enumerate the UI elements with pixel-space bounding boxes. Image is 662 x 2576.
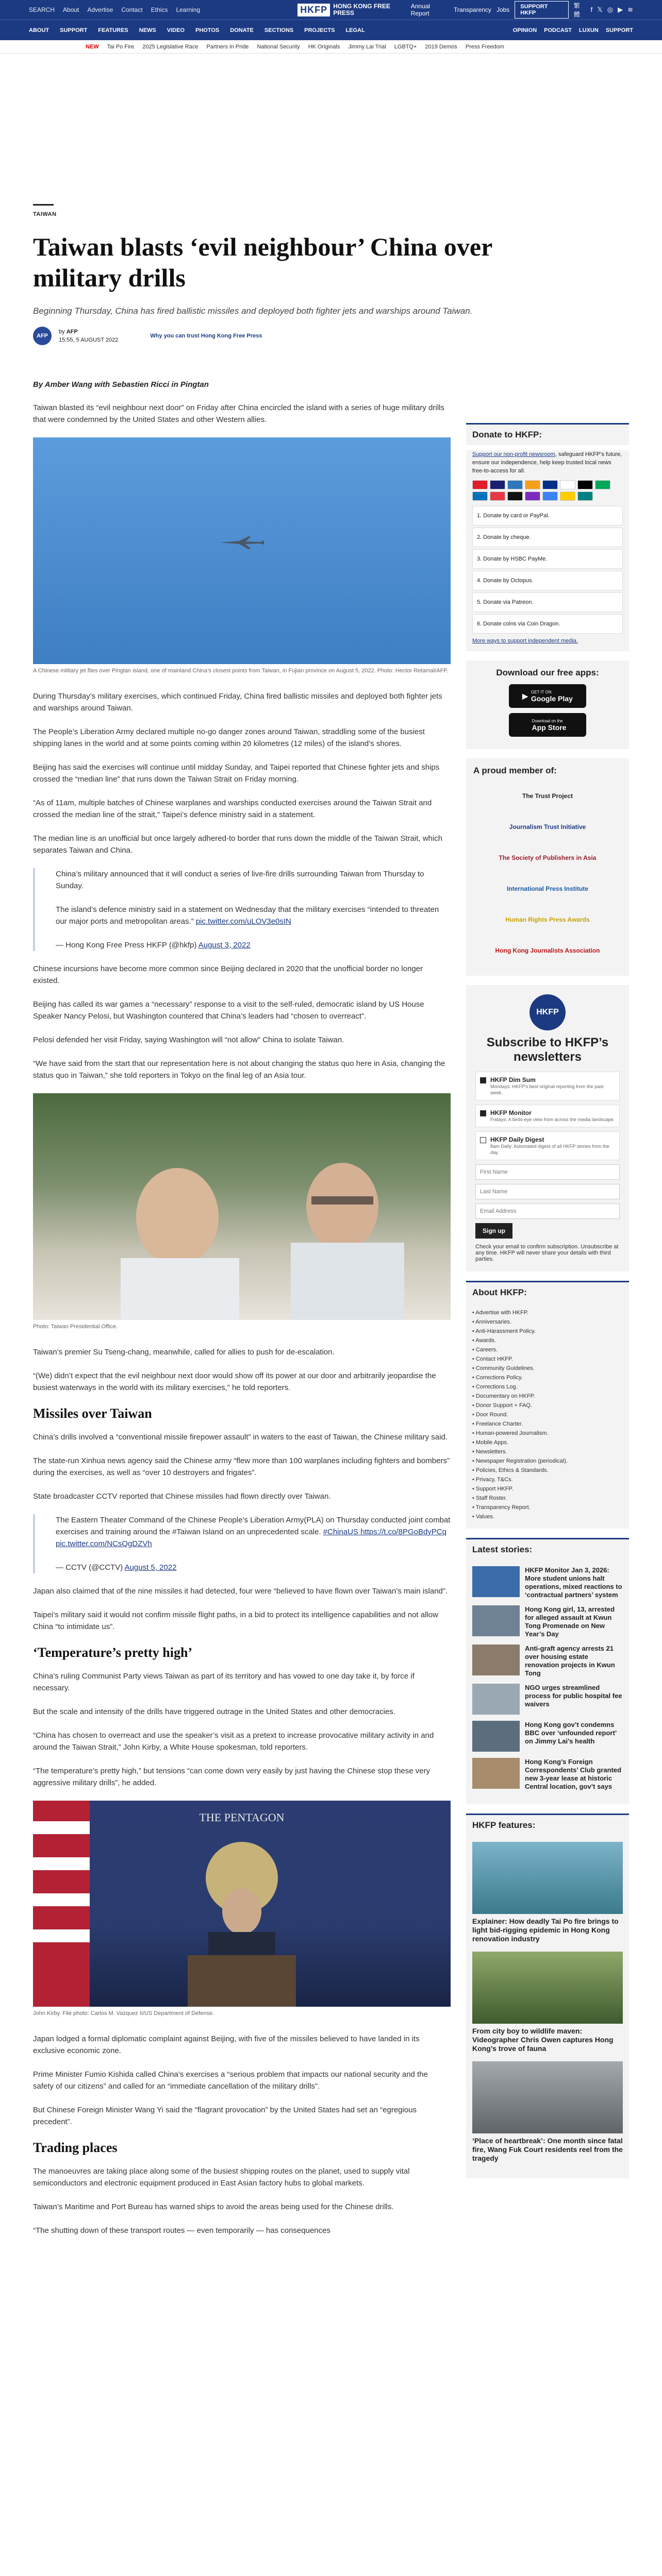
about-link[interactable]: • Contact HKFP. — [472, 1356, 513, 1362]
youtube-icon[interactable]: ▶ — [618, 6, 623, 13]
newsletter-title: Subscribe to HKFP’s newsletters — [486, 1036, 609, 1064]
nav-podcast[interactable]: PODCAST — [544, 27, 572, 33]
feature-item[interactable] — [472, 1952, 623, 2053]
about-link[interactable]: • Human-powered Journalism. — [472, 1430, 549, 1436]
feature-item[interactable] — [472, 2061, 623, 2163]
about-link[interactable]: • Policies, Ethics & Standards. — [472, 1467, 549, 1473]
about-link[interactable]: • Door Round. — [472, 1412, 508, 1418]
paragraph: State broadcaster CCTV reported that Chinese missiles had flown directly over Taiwan. — [33, 1492, 331, 1501]
features-widget — [466, 1814, 629, 2178]
about-title: About HKFP: — [466, 1281, 629, 1303]
jet-silhouette — [219, 535, 265, 550]
embedded-tweet — [33, 1514, 451, 1573]
paragraph: “The shutting down of these transport routes — even temporarily — has consequences — [33, 2226, 330, 2235]
payment-card-icon — [542, 480, 558, 489]
nav-opinion[interactable]: OPINION — [512, 27, 537, 33]
story-thumbnail[interactable] — [472, 1684, 520, 1715]
member-logo[interactable]: The Society of Publishers in Asia — [499, 854, 597, 861]
features-title: HKFP features: — [466, 1814, 629, 1836]
newsletter-desc: Mondays: HKFP's best original reporting from the past week. — [490, 1084, 604, 1095]
rss-icon[interactable]: ≋ — [627, 6, 633, 13]
apps-widget — [466, 660, 629, 749]
paragraph: But the scale and intensity of the drills have triggered outrage in the United States and other democracies. — [33, 1707, 395, 1716]
support-hkfp-button[interactable]: SUPPORT HKFP — [515, 1, 568, 19]
trending-item[interactable]: Press Freedom — [465, 43, 504, 50]
paragraph: “(We) didn’t expect that the evil neighbour next door would show off its power at our door and arbitrarily jeopardise the busiest waterways in the world with its military exercises,” he told reporters. — [33, 1371, 436, 1392]
story-item[interactable] — [472, 1721, 623, 1752]
trending-item[interactable]: LGBTQ+ — [394, 43, 417, 50]
donate-link[interactable]: Support our non-profit newsroom — [472, 451, 555, 457]
play-icon: ▶ — [522, 691, 528, 700]
newsletter-widget — [466, 985, 629, 1272]
main-nav — [0, 20, 662, 40]
about-list — [472, 1308, 623, 1521]
photo-caption: Photo: Taiwan Presidential Office. — [33, 1324, 118, 1330]
story-title[interactable]: Anti-graft agency arrests 21 over housing estate renovation projects in Kwun Tong — [525, 1645, 615, 1677]
by-label: by — [59, 329, 65, 335]
newsletter-name: HKFP Dim Sum — [490, 1076, 536, 1083]
nav-news[interactable]: NEWS — [139, 27, 156, 33]
payment-card-icon — [560, 480, 575, 489]
membership-widget — [466, 758, 629, 976]
about-link[interactable]: • Transparency Report. — [472, 1504, 531, 1511]
nav-video[interactable]: VIDEO — [167, 27, 185, 33]
premier-photo — [33, 1093, 451, 1320]
paragraph: Taiwan’s Maritime and Port Bureau has warned ships to avoid the areas being used for the Chinese drills. — [33, 2202, 394, 2211]
tweet-attribution: — Hong Kong Free Press HKFP (@hkfp) — [56, 941, 197, 950]
payment-card-icon — [525, 480, 540, 489]
paragraph: Japan also claimed that of the nine missiles it had detected, four were “believed to have flown over Taiwan’s main island”. — [33, 1587, 448, 1596]
about-link[interactable]: • Support HKFP. — [472, 1486, 514, 1492]
instagram-icon[interactable]: ◎ — [607, 6, 614, 13]
nav-luxun[interactable]: LUXUN — [578, 27, 599, 33]
paragraph: “As of 11am, multiple batches of Chinese warplanes and warships conducted exercises around the Taiwan Strait and crossed the median line of the strait,” Taipei’s defence ministry said in a statement. — [33, 799, 432, 819]
story-thumbnail[interactable] — [472, 1645, 520, 1675]
logo-text: HONG KONG FREE PRESS — [333, 3, 390, 16]
story-thumbnail[interactable] — [472, 1605, 520, 1636]
donate-option[interactable]: 5. Donate via Patreon. — [472, 592, 623, 612]
donate-option[interactable]: 4. Donate by Octopus. — [472, 571, 623, 590]
trending-item[interactable]: HK Originals — [308, 43, 340, 50]
about-link[interactable]: • Corrections Log. — [472, 1384, 518, 1390]
ethics-link[interactable]: Ethics — [151, 6, 168, 13]
about-link[interactable]: • Values. — [472, 1514, 494, 1520]
latest-title: Latest stories: — [466, 1538, 629, 1560]
paragraph: Taiwan blasted its “evil neighbour next door” on Friday after China encircled the island with a series of huge military drills that were condemned by the United States and other Western allies. — [33, 403, 444, 424]
paragraph: “China has chosen to overreact and use the speaker’s visit as a pretext to increase provocative military activity in and around the Taiwan Strait,” John Kirby, a White House spokesman, told reporters. — [33, 1731, 434, 1752]
trending-item[interactable]: 2019 Demos — [425, 43, 457, 50]
story-item[interactable] — [472, 1645, 623, 1677]
newsletter-desc: Fridays: A birds-eye view from across the media landscape. — [490, 1117, 615, 1122]
newsletter-option[interactable] — [475, 1105, 620, 1127]
paragraph: The state-run Xinhua news agency said the Chinese army “flew more than 100 warplanes including fighters and bombers” during the exercises, as well as “over 10 destroyers and frigates”. — [33, 1456, 450, 1477]
nav-support-right[interactable]: SUPPORT — [605, 27, 633, 33]
language-toggle[interactable]: 繁體 — [573, 2, 580, 18]
apps-title: Download our free apps: — [496, 668, 599, 677]
site-logo[interactable] — [297, 3, 411, 16]
paragraph: The manoeuvres are taking place along some of the busiest shipping routes on the planet, used to supply vital semiconductors and electronic equipment produced in East Asian factory hubs to global markets. — [33, 2167, 410, 2188]
member-logo[interactable]: Hong Kong Journalists Association — [495, 947, 600, 954]
nav-support[interactable]: SUPPORT — [60, 27, 88, 33]
story-item[interactable] — [472, 1684, 623, 1715]
payment-card-icon — [490, 492, 505, 501]
story-title[interactable]: NGO urges streamlined process for public hospital fee waivers — [525, 1684, 622, 1708]
signup-button[interactable]: Sign up — [475, 1223, 512, 1239]
embedded-tweet — [33, 868, 451, 951]
pentagon-photo-scene — [33, 1801, 451, 2007]
paragraph: The median line is an unofficial but once largely adhered-to border that runs down the middle of the Taiwan Strait, which separates Taiwan and China. — [33, 834, 443, 855]
paragraph: Beijing has called its war games a “necessary” response to a visit to the self-ruled, democratic island by US House Speaker Nancy Pelosi, but Washington countered that China’s leaders had “chosen to overreact”. — [33, 1000, 424, 1021]
logo-box: HKFP — [297, 4, 330, 16]
contact-link[interactable]: Contact — [121, 6, 143, 13]
newsletter-option[interactable] — [475, 1072, 620, 1100]
about-link[interactable]: • Advertise with HKFP. — [472, 1310, 528, 1316]
story-title[interactable]: Hong Kong’s Foreign Correspondents’ Club granted new 3-year lease at historic Central location, gov’t says — [525, 1758, 622, 1790]
about-link[interactable]: • Corrections Policy. — [472, 1375, 523, 1381]
feature-photo[interactable] — [472, 2061, 623, 2133]
annual-report-link[interactable]: Annual Report — [410, 3, 431, 17]
payment-card-icon — [525, 492, 540, 501]
article-body — [33, 402, 451, 2248]
about-link[interactable]: • Anniversaries. — [472, 1319, 511, 1325]
email-input[interactable]: Email Address — [475, 1204, 620, 1219]
payment-card-icon — [507, 492, 523, 501]
story-thumbnail[interactable] — [472, 1566, 520, 1597]
about-link[interactable]: • Privacy, T&Cs. — [472, 1477, 513, 1483]
subheading: Missiles over Taiwan — [33, 1406, 152, 1421]
about-link[interactable]: About — [63, 6, 79, 13]
checkbox[interactable] — [480, 1110, 486, 1116]
paragraph: China’s drills involved a “conventional missile firepower assault” in waters to the east of Taiwan, the Chinese military said. — [33, 1433, 448, 1442]
subheading: Trading places — [33, 2140, 118, 2155]
donate-widget — [466, 423, 629, 651]
paragraph: The People’s Liberation Army declared multiple no-go danger zones around Taiwan, straddling some of the busiest shipping lanes in the world and at some points coming within 20 kilometres (12 miles) of the island’s shores. — [33, 727, 425, 748]
paragraph: Pelosi defended her visit Friday, saying Washington will “not allow” China to isolate Taiwan. — [33, 1036, 344, 1044]
section-label[interactable]: TAIWAN — [33, 211, 57, 217]
checkbox[interactable] — [480, 1137, 486, 1143]
nav-donate[interactable]: DONATE — [230, 27, 254, 33]
donate-option[interactable]: 1. Donate by card or PayPal. — [472, 506, 623, 526]
donate-option[interactable]: 6. Donate coins via Coin Dragon. — [472, 614, 623, 634]
photo-caption: A Chinese military jet flies over Pingtan island, one of mainland China’s closest points from Taiwan, in Fujian province on August 5, 2022. Photo: Hector Retamal/AFP. — [33, 668, 449, 674]
about-widget — [466, 1281, 629, 1529]
feature-title[interactable]: From city boy to wildlife maven: Videographer Chris Owen captures Hong Kong’s trove of fauna — [472, 2027, 614, 2053]
hkfp-badge: HKFP — [529, 994, 566, 1030]
donate-title: Donate to HKFP: — [466, 423, 629, 445]
tweet-attribution: — CCTV (@CCTV) — [56, 1563, 123, 1572]
tweet-link[interactable]: #ChinaUS https://t.co/8PGoBdyPCq pic.twitter.com/NCsQgDZVh — [56, 1528, 446, 1548]
newsletter-name: HKFP Monitor — [490, 1109, 532, 1116]
tweet-text: China’s military announced that it will conduct a series of live-fire drills surrounding Taiwan from Thursday to Sunday. — [56, 870, 424, 890]
about-link[interactable]: • Newspaper Registration (periodical). — [472, 1458, 568, 1464]
donate-option[interactable]: 2. Donate by cheque. — [472, 528, 623, 547]
article-title: Taiwan blasts ‘evil neighbour’ China over military drills — [33, 232, 492, 292]
nav-projects[interactable]: PROJECTS — [304, 27, 335, 33]
paragraph: Beijing has said the exercises will continue until midday Sunday, and Taipei reported that Chinese fighter jets and ships crossed the “median line” that runs down the Taiwan Strait on Friday morning. — [33, 763, 440, 784]
twitter-icon[interactable]: 𝕏 — [597, 6, 603, 13]
feature-item[interactable] — [472, 1842, 623, 1943]
jobs-link[interactable]: Jobs — [496, 6, 510, 13]
store-small-text: Download on the — [532, 718, 563, 723]
tweet-link[interactable]: pic.twitter.com/uLOV3e0sIN — [195, 917, 291, 926]
trending-item[interactable]: Tai Po Fire — [107, 43, 135, 50]
photo-caption: John Kirby. File photo: Carlos M. Vazquez II/US Department of Defense. — [33, 2010, 214, 2016]
jet-photo — [33, 437, 451, 664]
payment-card-icon — [542, 492, 558, 501]
tweet-date-link[interactable]: August 3, 2022 — [198, 941, 251, 950]
learning-link[interactable]: Learning — [176, 6, 201, 13]
article-authors: By Amber Wang with Sebastien Ricci in Pingtan — [33, 380, 209, 389]
pentagon-photo — [33, 1801, 451, 2007]
feature-title[interactable]: Explainer: How deadly Tai Po fire brings to light bid-rigging epidemic in Hong Kong renovation industry — [472, 1917, 619, 1943]
advertise-link[interactable]: Advertise — [87, 6, 113, 13]
payment-card-icon — [490, 480, 505, 489]
donate-option[interactable]: 3. Donate by HSBC PayMe. — [472, 549, 623, 569]
about-link[interactable]: • Documentary on HKFP. — [472, 1393, 535, 1399]
feature-photo[interactable] — [472, 1952, 623, 2024]
nav-sections[interactable]: SECTIONS — [264, 27, 294, 33]
paragraph: Prime Minister Fumio Kishida called China’s exercises a “serious problem that impacts our national security and the safety of our citizens” and called for an “immediate cancellation of the military drills”. — [33, 2070, 428, 2091]
about-link[interactable]: • Anti-Harassment Policy. — [472, 1328, 536, 1334]
paragraph: Taiwan’s premier Su Tseng-chang, meanwhile, called for allies to push for de-escalation. — [33, 1348, 335, 1357]
payment-card-icon — [507, 480, 523, 489]
story-thumbnail[interactable] — [472, 1721, 520, 1752]
story-item[interactable] — [472, 1758, 623, 1791]
more-ways-link[interactable]: More ways to support independent media. — [472, 638, 578, 644]
paragraph: But Chinese Foreign Minister Wang Yi said the “flagrant provocation” by the United States had set an “egregious precedent”. — [33, 2106, 417, 2126]
author-avatar[interactable]: AFP — [33, 327, 52, 345]
payment-card-icon — [577, 480, 593, 489]
newsletter-desc: 8am Daily: Automated digest of all HKFP stories from the day. — [490, 1144, 609, 1155]
member-logo[interactable]: Human Rights Press Awards — [505, 916, 590, 923]
payment-card-icon — [560, 492, 575, 501]
donate-text: , safeguard HKFP’s future, ensure our independence, help keep trusted local news free-to-access for all. — [472, 451, 622, 474]
subheading: ‘Temperature’s pretty high’ — [33, 1645, 193, 1660]
story-item[interactable] — [472, 1605, 623, 1638]
newsletter-option[interactable] — [475, 1131, 620, 1160]
pentagon-sign: THE PENTAGON — [199, 1811, 285, 1824]
member-logo[interactable]: International Press Institute — [506, 885, 589, 892]
byline — [33, 327, 262, 345]
paragraph: During Thursday’s military exercises, which continued Friday, China fired ballistic missiles and deployed both fighter jets and warships around Taiwan. — [33, 692, 442, 713]
google-play-badge[interactable] — [509, 684, 586, 708]
store-name: App Store — [532, 723, 567, 732]
payment-methods — [472, 480, 623, 501]
first-name-input[interactable]: First Name — [475, 1164, 620, 1180]
paragraph: China’s ruling Communist Party views Taiwan as part of its territory and has vowed to one day take it, by force if necessary. — [33, 1672, 415, 1692]
paragraph: “The temperature’s pretty high,” but tensions “can come down very easily by just having the Chinese stop these very aggressive military drills”, he added. — [33, 1767, 431, 1787]
newsletter-name: HKFP Daily Digest — [490, 1136, 544, 1143]
payment-card-icon — [472, 480, 488, 489]
story-title[interactable]: HKFP Monitor Jan 3, 2026: More student unions halt operations, mixed reactions to ‘contractual partners’ system — [525, 1566, 622, 1599]
last-name-input[interactable]: Last Name — [475, 1184, 620, 1199]
section-rule — [33, 204, 54, 206]
about-link[interactable]: • Donor Support + FAQ. — [472, 1402, 533, 1409]
about-link[interactable]: • Freelance Charter. — [472, 1421, 523, 1427]
transparency-link[interactable]: Transparency — [454, 6, 491, 13]
about-link[interactable]: • Community Guidelines. — [472, 1365, 535, 1371]
story-title[interactable]: Hong Kong gov’t condemns BBC over ‘unfounded report’ on Jimmy Lai’s health — [525, 1721, 617, 1745]
nav-photos[interactable]: PHOTOS — [195, 27, 220, 33]
payment-card-icon — [577, 492, 593, 501]
latest-widget — [466, 1538, 629, 1804]
trending-item[interactable]: Jimmy Lai Trial — [348, 43, 386, 50]
trust-link[interactable]: Why you can trust Hong Kong Free Press — [150, 333, 262, 339]
store-name: Google Play — [531, 694, 573, 703]
paragraph: Japan lodged a formal diplomatic complaint against Beijing, with five of the missiles believed to have landed in its exclusive economic zone. — [33, 2035, 420, 2055]
about-link[interactable]: • Careers. — [472, 1347, 498, 1353]
about-link[interactable]: • Staff Roster. — [472, 1495, 507, 1501]
new-badge: NEW — [86, 43, 99, 50]
nav-legal[interactable]: LEGAL — [345, 27, 365, 33]
trending-item[interactable]: 2025 Legislative Race — [142, 43, 198, 50]
about-link[interactable]: • Awards. — [472, 1337, 496, 1344]
premier-photo-figures — [33, 1093, 451, 1320]
nav-features[interactable]: FEATURES — [98, 27, 128, 33]
tweet-text: The island’s defence ministry said in a statement on Wednesday that the military exercises “intended to threaten our major ports and metropolitan areas.” — [56, 905, 439, 926]
nav-about[interactable]: ABOUT — [29, 27, 49, 33]
feature-photo[interactable] — [472, 1842, 623, 1914]
store-small-text: GET IT ON — [531, 689, 552, 694]
search-link[interactable]: SEARCH — [29, 6, 55, 13]
about-link[interactable]: • Newsletters. — [472, 1449, 507, 1455]
tweet-text: The Eastern Theater Command of the Chinese People’s Liberation Army(PLA) on Thursday conducted joint combat exercises and training around the #Taiwan Island on an unprecedented scale. — [56, 1516, 451, 1536]
story-title[interactable]: Hong Kong girl, 13, arrested for alleged assault at Kwun Tong Promenade on New Year’s Day — [525, 1605, 615, 1638]
newsletter-note: Check your email to confirm subscription. Unsubscribe at any time. HKFP will never share your details with third parties. — [475, 1244, 619, 1262]
sidebar — [466, 423, 629, 2178]
trending-item[interactable]: Partners in Pride — [206, 43, 249, 50]
trending-item[interactable]: National Security — [257, 43, 300, 50]
member-logo[interactable]: The Trust Project — [522, 792, 573, 800]
publish-date: 15:55, 5 AUGUST 2022 — [59, 337, 119, 343]
app-store-badge[interactable] — [509, 713, 586, 737]
trending-bar — [0, 40, 662, 54]
top-utility-bar — [0, 0, 662, 20]
article-subtitle: Beginning Thursday, China has fired ballistic missiles and deployed both fighter jets and warships around Taiwan. — [33, 306, 473, 316]
checkbox[interactable] — [480, 1077, 486, 1083]
feature-title[interactable]: ‘Place of heartbreak’: One month since fatal fire, Wang Fuk Court residents reel from the tragedy — [472, 2137, 623, 2162]
member-logo[interactable]: Journalism Trust Initiative — [509, 823, 586, 831]
paragraph: Taipei’s military said it would not confirm missile flight paths, in a bid to protect its intelligence capabilities and not allow China “to intimidate us”. — [33, 1611, 438, 1631]
facebook-icon[interactable]: f — [590, 6, 593, 13]
member-title: A proud member of: — [473, 766, 557, 775]
payment-card-icon — [595, 480, 610, 489]
payment-card-icon — [472, 492, 488, 501]
paragraph: Chinese incursions have become more common since Beijing declared in 2020 that the unofficial border no longer existed. — [33, 964, 423, 985]
author-org[interactable]: AFP — [66, 329, 78, 335]
about-link[interactable]: • Mobile Apps. — [472, 1439, 508, 1446]
story-item[interactable] — [472, 1566, 623, 1599]
story-thumbnail[interactable] — [472, 1758, 520, 1789]
tweet-date-link[interactable]: August 5, 2022 — [124, 1563, 177, 1572]
paragraph: “We have said from the start that our representation here is not about changing the status quo here in Asia, changing the status quo in Taiwan,” she told reporters in Tokyo on the final leg of an Asia tour. — [33, 1059, 445, 1080]
